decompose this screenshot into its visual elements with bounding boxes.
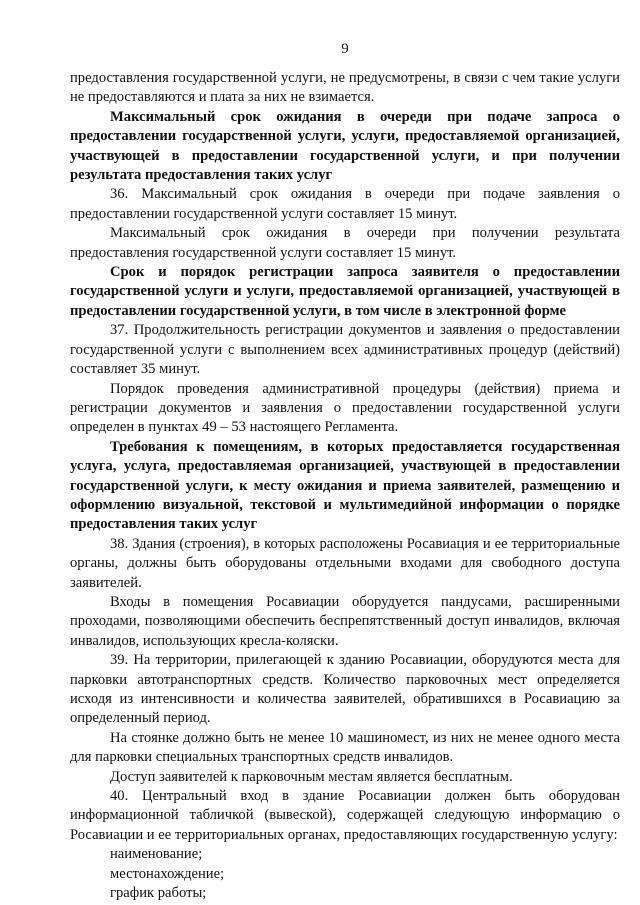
page-number: 9	[341, 41, 349, 57]
paragraph-39-free-access: Доступ заявителей к парковочным местам является бесплатным.	[110, 768, 513, 785]
section-heading-registration: Срок и порядок регистрации запроса заявителя о предоставлении государственной услуги и услуги, предоставляемой организацией, участвующей в предоставлении государственной услуги, в том числе в электронной форме	[70, 264, 620, 319]
paragraph-36: 36. Максимальный срок ожидания в очереди при подаче заявления о предоставлении государственной услуги составляет 15 минут.	[70, 186, 620, 222]
paragraph-36-result: Максимальный срок ожидания в очереди при получении результата предоставления государственной услуги составляет 15 минут.	[70, 225, 620, 261]
list-item-location: местонахождение;	[110, 865, 225, 882]
paragraph-37-procedure: Порядок проведения административной процедуры (действия) приема и регистрации документов и заявления о предоставлении государственной услуги определен в пунктах 49 – 53 настоящего Регламента.	[70, 380, 620, 436]
paragraph-40: 40. Центральный вход в здание Росавиации должен быть оборудован информационной табличкой (вывеской), содержащей следующую информацию о Росавиации и ее территориальных органах, предоставляющих государственную услугу:	[70, 788, 620, 843]
paragraph-continuation: предоставления государственной услуги, не предусмотрены, в связи с чем такие услуги не предоставляются и плата за них не взимается.	[70, 70, 620, 106]
paragraph-38-entrances: Входы в помещения Росавиации оборудуется пандусами, расширенными проходами, позволяющими обеспечить беспрепятственный доступ инвалидов, включая инвалидов, использующих кресла-коляски.	[70, 593, 620, 649]
list-item-schedule: график работы;	[110, 885, 207, 902]
paragraph-39-parking: На стоянке должно быть не менее 10 машиномест, из них не менее одного места для парковки специальных транспортных средств инвалидов.	[70, 729, 620, 766]
paragraph-39: 39. На территории, прилегающей к зданию Росавиации, оборудуются места для парковки автотранспортных средств. Количество парковочных мест определяется исходя из интенсивности и количества заявителей, обратившихся в Росавиацию за определенный период.	[70, 652, 620, 727]
paragraph-38: 38. Здания (строения), в которых расположены Росавиация и ее территориальные органы, должны быть оборудованы отдельными входами для свободного доступа заявителей.	[70, 535, 620, 591]
section-heading-queue-time: Максимальный срок ожидания в очереди при подаче запроса о предоставлении государственной услуги, услуги, предоставляемой организацией, участвующей в предоставлении государственной услуги, и при получении результата предоставления таких услуг	[70, 108, 620, 184]
paragraph-37: 37. Продолжительность регистрации документов и заявления о предоставлении государственной услуги с выполнением всех административных процедур (действий) составляет 35 минут.	[70, 322, 620, 378]
section-heading-premises: Требования к помещениям, в которых предоставляется государственная услуга, услуга, предоставляемая организацией, участвующей в предоставлении государственной услуги, к месту ожидания и приема заявителей, размещению и оформлению визуальной, текстовой и мультимедийной информации о порядке предоставления таких услуг	[70, 438, 620, 533]
list-item-name: наименование;	[110, 846, 203, 863]
